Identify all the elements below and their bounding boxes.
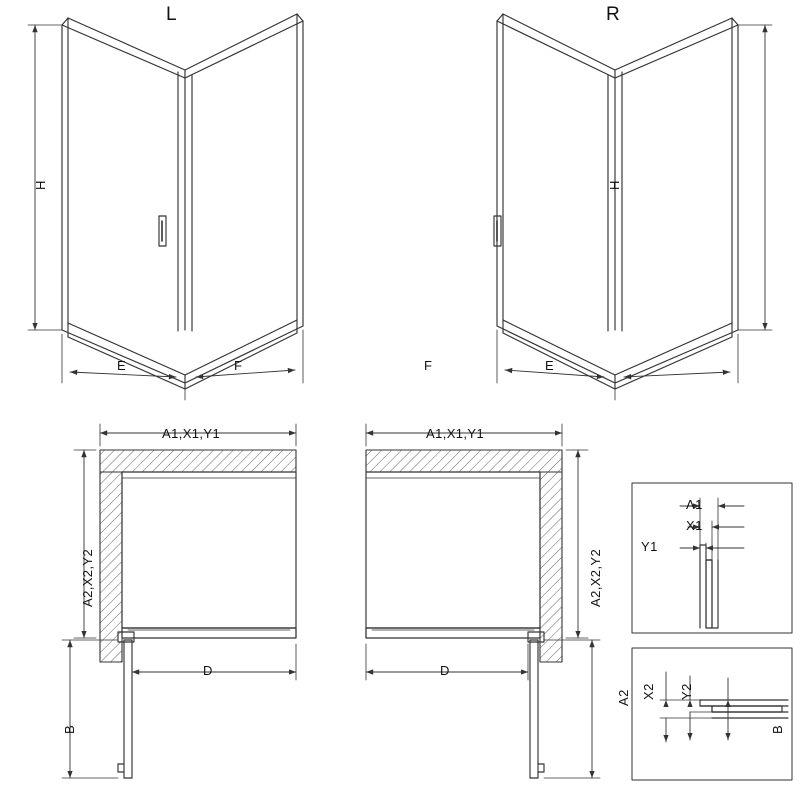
view-label-left: L <box>166 4 177 25</box>
dim-label-e-right: E <box>545 358 555 373</box>
dim-label-a2x2y2-left: A2,X2,Y2 <box>80 548 95 607</box>
dim-label-b-left: B <box>62 724 77 734</box>
detail-label-a1: A1 <box>686 497 703 512</box>
dim-label-f-right: F <box>424 358 433 373</box>
detail-label-x1: X1 <box>686 518 703 533</box>
dim-label-f-left: F <box>234 358 243 373</box>
dim-label-a1x1y1-right: A1,X1,Y1 <box>426 426 485 441</box>
detail-label-x2: X2 <box>641 683 656 700</box>
dim-label-a1x1y1-left: A1,X1,Y1 <box>162 426 221 441</box>
detail-label-y2: Y2 <box>679 683 694 700</box>
detail-label-y1: Y1 <box>641 539 658 554</box>
dim-label-d-right: D <box>440 663 450 678</box>
view-label-right: R <box>606 4 621 25</box>
detail-label-a2: A2 <box>616 689 631 706</box>
dim-label-h-left: H <box>33 180 48 190</box>
dim-label-d-left: D <box>203 663 213 678</box>
dim-label-h-right: H <box>607 180 622 190</box>
dim-label-e-left: E <box>117 358 127 373</box>
dim-label-b-right: B <box>770 724 785 734</box>
dim-label-a2x2y2-right: A2,X2,Y2 <box>588 548 603 607</box>
